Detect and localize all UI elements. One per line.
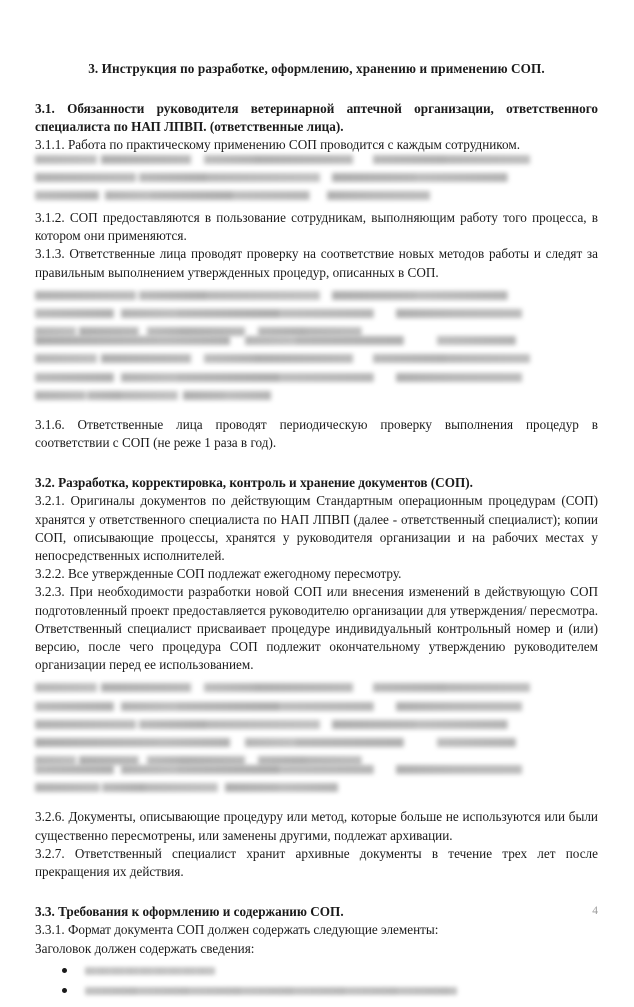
redacted-line	[35, 309, 598, 318]
spacer	[35, 674, 598, 683]
redacted-line	[35, 702, 598, 711]
spacer	[35, 452, 598, 474]
paragraph-3-2-7: 3.2.7. Ответственный специалист хранит архивные документы в течение трех лет после прекращения их действия.	[35, 845, 598, 879]
redacted-line	[35, 683, 598, 692]
redacted-line	[35, 738, 598, 747]
spacer	[35, 958, 598, 967]
paragraph-header-requirements: Заголовок должен содержать сведения:	[35, 940, 255, 956]
redacted-line	[35, 155, 598, 164]
redacted-line	[35, 327, 407, 336]
redacted-bullet-text	[85, 967, 215, 975]
spacer	[35, 400, 598, 416]
redacted-block-3-2-5	[35, 765, 598, 792]
bullet-point-icon	[62, 968, 67, 973]
paragraph-3-1-6: 3.1.6. Ответственные лица проводят периодическую проверку выполнения процедур в соответствии с СОП (не реже 1 раза в год).	[35, 416, 598, 450]
document-body	[35, 60, 598, 1007]
bullet-point-icon	[62, 988, 67, 993]
paragraph-3-1-1: 3.1.1. Работа по практическому применению СОП проводится с каждым сотрудником.	[35, 137, 521, 153]
list-item	[35, 967, 598, 975]
redacted-block-3-1-4	[35, 291, 598, 336]
spacer	[35, 282, 598, 291]
redacted-bullet-text	[85, 987, 457, 995]
list-item	[35, 987, 598, 995]
spacer	[35, 200, 598, 209]
redacted-line	[35, 756, 407, 765]
paragraph-3-2-6: 3.2.6. Документы, описывающие процедуру или метод, которые больше не используются или были существенно пересмотрены, или заменены другими, подлежат архивации.	[35, 809, 598, 843]
redacted-line	[35, 720, 598, 729]
redacted-line	[35, 783, 395, 792]
redacted-line	[35, 373, 598, 382]
redacted-line	[35, 336, 598, 345]
page-number: 4	[592, 905, 598, 917]
spacer	[35, 881, 598, 903]
redacted-line	[35, 191, 491, 200]
redacted-block-after-3-1-1	[35, 155, 598, 200]
redacted-line	[35, 354, 598, 363]
section-heading-3-1: 3.1. Обязанности руководителя ветеринарной аптечной организации, ответственного специалиста по НАП ЛПВП. (ответственные лица).	[35, 101, 598, 135]
spacer	[35, 792, 598, 808]
redacted-block-3-2-4	[35, 683, 598, 765]
paragraph-3-2-1: 3.2.1. Оригиналы документов по действующим Стандартным операционным процедурам (СОП) хранятся у ответственного специалиста по НАП ЛПВП (далее - ответственный специалист); копии СОП, описывающие процессы, хранятся у руководителя организации и на рабочих местах у непосредственных исполнителей.	[35, 493, 598, 563]
redacted-line	[35, 173, 598, 182]
paragraph-3-3-1: 3.3.1. Формат документа СОП должен содержать следующие элементы:	[35, 922, 439, 938]
spacer	[35, 78, 598, 100]
paragraph-3-2-2: 3.2.2. Все утвержденные СОП подлежат ежегодному пересмотру.	[35, 566, 402, 582]
redacted-block-3-1-5	[35, 336, 598, 400]
paragraph-3-1-2: 3.1.2. СОП предоставляются в пользование сотрудникам, выполняющим работу того процесса, в котором они применяются.	[35, 209, 598, 244]
paragraph-3-1-3: 3.1.3. Ответственные лица проводят проверку на соответствие новых методов работы и следят за правильным выполнением утвержденных процедур, описанных в СОП.	[35, 246, 598, 280]
redacted-line	[35, 765, 598, 774]
section-heading-3-3: 3.3. Требования к оформлению и содержанию СОП.	[35, 904, 344, 920]
page-title: 3. Инструкция по разработке, оформлению, хранению и применению СОП.	[88, 61, 545, 76]
section-heading-3-2: 3.2. Разработка, корректировка, контроль и хранение документов (СОП).	[35, 475, 473, 491]
redacted-line	[35, 391, 317, 400]
paragraph-3-2-3: 3.2.3. При необходимости разработки новой СОП или внесения изменений в действующую СОП подготовленный проект предоставляется руководителю организации для утверждения/ пересмотра. Ответственный специалист присваивает процедуре индивидуальный контрольный номер и (или) версию, после чего процедура СОП подлежит окончательному утверждению руководителем организации перед ее использованием.	[35, 584, 598, 673]
redacted-line	[35, 291, 598, 300]
